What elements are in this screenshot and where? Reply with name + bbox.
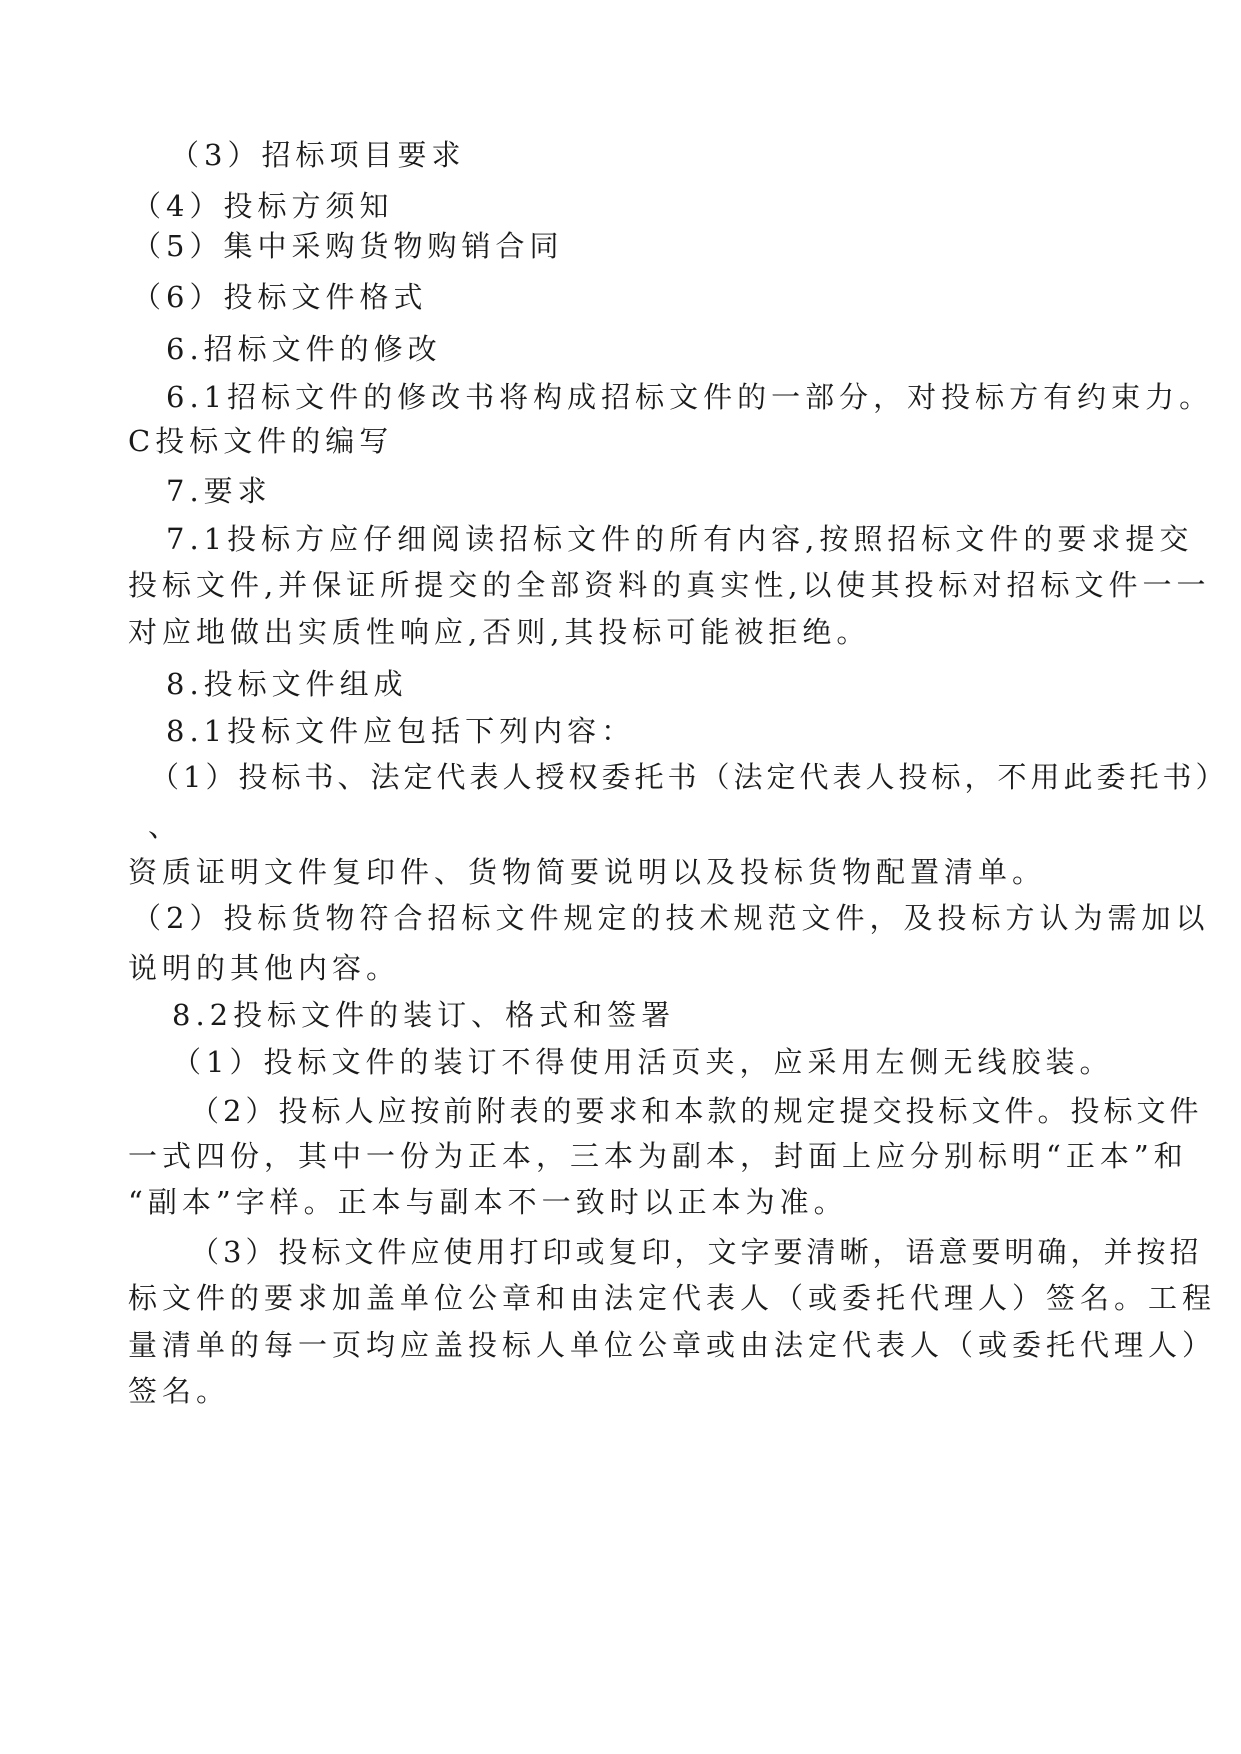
item-8-2-1: （1）投标文件的装订不得使用活页夹，应采用左侧无线胶装。 [172,1045,1114,1079]
item-8-1-2-line-1: （2）投标货物符合招标文件规定的技术规范文件，及投标方认为需加以 [132,901,1210,935]
item-8-2-2-line-1: （2）投标人应按前附表的要求和本款的规定提交投标文件。投标文件 [190,1094,1203,1128]
paragraph-7-1-line-1: 7.1投标方应仔细阅读招标文件的所有内容,按照招标文件的要求提交 [166,522,1194,556]
paragraph-7-1-line-2: 投标文件,并保证所提交的全部资料的真实性,以使其投标对招标文件一一 [128,568,1211,602]
section-heading-6: 6.招标文件的修改 [166,332,442,366]
list-item-6: （6）投标文件格式 [132,280,428,314]
item-8-1-1-line-3: 资质证明文件复印件、货物简要说明以及投标货物配置清单。 [128,855,1047,889]
list-item-5: （5）集中采购货物购销合同 [132,229,564,263]
item-8-2-3-line-1: （3）投标文件应使用打印或复印，文字要清晰，语意要明确，并按招 [190,1235,1203,1269]
item-8-1-1-line-2: 、 [148,809,183,843]
item-8-2-3-line-2: 标文件的要求加盖单位公章和由法定代表人（或委托代理人）签名。工程 [128,1281,1217,1315]
part-heading-c: C投标文件的编写 [128,424,394,458]
section-heading-8: 8.投标文件组成 [166,667,408,701]
item-8-2-2-line-2: 一式四份，其中一份为正本，三本为副本，封面上应分别标明“正本”和 [128,1139,1188,1173]
item-8-2-2-line-3: “副本”字样。正本与副本不一致时以正本为准。 [128,1185,848,1219]
item-8-1-1-line-1: （1）投标书、法定代表人授权委托书（法定代表人投标，不用此委托书） [150,760,1229,794]
section-heading-8-2: 8.2投标文件的装订、格式和签署 [172,998,676,1032]
item-8-2-3-line-4: 签名。 [128,1374,231,1408]
item-8-2-3-line-3: 量清单的每一页均应盖投标人单位公章或由法定代表人（或委托代理人） [128,1328,1217,1362]
list-item-3: （3）招标项目要求 [170,138,466,172]
paragraph-8-1: 8.1投标文件应包括下列内容： [166,714,636,748]
list-item-4: （4）投标方须知 [132,189,394,223]
item-8-1-2-line-2: 说明的其他内容。 [128,951,401,985]
paragraph-6-1: 6.1招标文件的修改书将构成招标文件的一部分，对投标方有约束力。 [166,380,1214,414]
paragraph-7-1-line-3: 对应地做出实质性响应,否则,其投标可能被拒绝。 [128,615,871,649]
section-heading-7: 7.要求 [166,474,272,508]
